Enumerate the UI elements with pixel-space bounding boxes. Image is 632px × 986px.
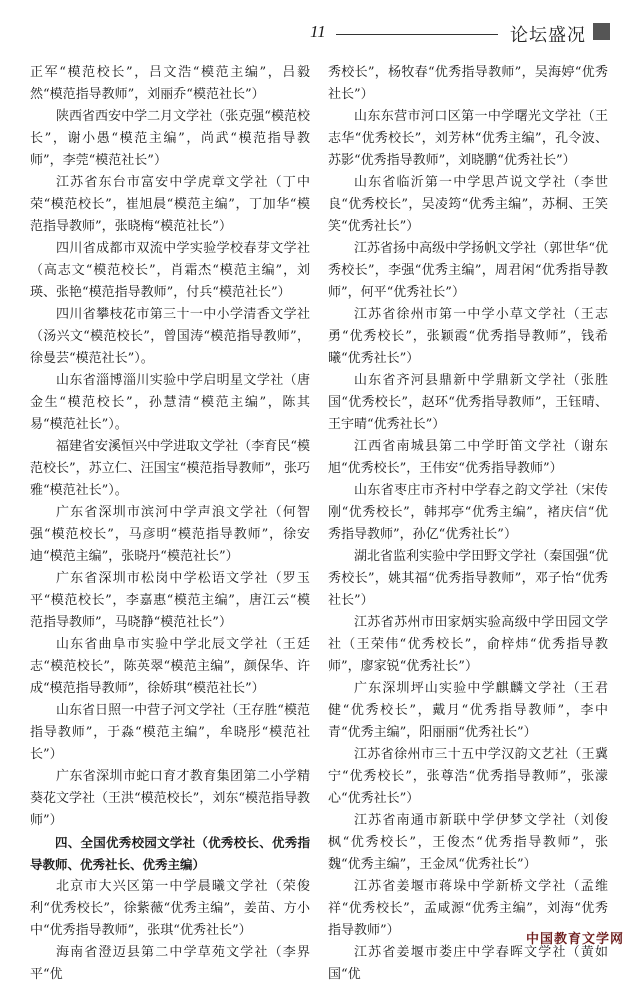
award-entry: 江苏省姜堰市娄庄中学春晖文学社（黄如国“优 xyxy=(328,945,608,982)
award-entry: 四川省攀枝花市第三十一中小学清香文学社（汤兴文“模范校长”，曾国涛“模范指导教师”，徐曼芸“模范社长”）。 xyxy=(30,307,310,366)
award-entry: 山东省日照一中营子河文学社（王存胜“模范指导教师”，于淼“模范主编”，牟晓彤“模范社长”） xyxy=(30,703,310,762)
award-entry: 北京市大兴区第一中学晨曦文学社（荣俊利“优秀校长”，徐紫薇“优秀主编”，姜苗、方小中“优秀指导教师”，张琪“优秀社长”） xyxy=(30,879,310,938)
award-entry: 山东省临沂第一中学思芦说文学社（李世良“优秀校长”，吴凌筠“优秀主编”，苏桐、王笑笑“优秀社长”） xyxy=(328,175,608,234)
section-title: 论坛盛况 xyxy=(510,25,586,46)
award-entry: 江苏省东台市富安中学虎章文学社（丁中荣“模范校长”，崔旭晨“模范主编”，丁加华“模范指导教师”，张晓梅“模范社长”） xyxy=(30,175,310,234)
award-entry: 广东深圳坪山实验中学麒麟文学社（王君健“优秀校长”，戴月“优秀指导教师”，李中青“优秀主编”，阳丽丽“优秀社长”） xyxy=(328,681,608,740)
award-entry: 山东省曲阜市实验中学北辰文学社（王廷志“模范校长”，陈英翠“模范主编”，颜保华、许成“模范指导教师”，徐娇琪“模范社长”） xyxy=(30,637,310,696)
award-entry: 湖北省监利实验中学田野文学社（秦国强“优秀校长”，姚其福“优秀指导教师”，邓子怡“优秀社长”） xyxy=(328,549,608,608)
page-number: 11 xyxy=(310,22,326,41)
award-entry: 江苏省姜堰市蒋垛中学新桥文学社（孟维祥“优秀校长”，孟咸源“优秀主编”，刘海“优秀指导教师”） xyxy=(328,879,608,938)
award-entry: 秀校长”，杨牧春“优秀指导教师”，吴海婷“优秀社长”） xyxy=(328,65,608,102)
section-heading: 四、全国优秀校园文学社（优秀校长、优秀指导教师、优秀社长、优秀主编） xyxy=(30,835,310,872)
award-entry: 江苏省苏州市田家炳实验高级中学田园文学社（王荣伟“优秀校长”，俞梓炜“优秀指导教师”，廖家锐“优秀社长”） xyxy=(328,615,608,674)
award-entry: 海南省澄迈县第二中学草苑文学社（李界平“优 xyxy=(30,945,310,982)
award-entry: 广东省深圳市蛇口育才教育集团第二小学精葵花文学社（王洪“模范校长”，刘东“模范指导教师”） xyxy=(30,769,310,828)
award-entry: 山东省齐河县鼎新中学鼎新文学社（张胜国“优秀校长”，赵环“优秀指导教师”，王钰晴、王宇晴“优秀社长”） xyxy=(328,373,608,432)
award-entry: 山东省淄博淄川实验中学启明星文学社（唐金生“模范校长”，孙慧清“模范主编”，陈其易“模范社长”）。 xyxy=(30,373,310,432)
header-square-icon xyxy=(593,23,610,40)
award-entry: 山东省枣庄市齐村中学春之韵文学社（宋传刚“优秀校长”，韩邦亭“优秀主编”，褚庆信“优秀指导教师”，孙亿“优秀社长”） xyxy=(328,483,608,542)
award-entry: 江苏省扬中高级中学扬帆文学社（郭世华“优秀校长”，李强“优秀主编”，周君闲“优秀指导教师”，何平“优秀社长”） xyxy=(328,241,608,300)
award-entry: 江苏省徐州市第一中学小草文学社（王志勇“优秀校长”，张颖霞“优秀指导教师”，钱希曦“优秀社长”） xyxy=(328,307,608,366)
award-entry: 江西省南城县第二中学盱笛文学社（谢东旭“优秀校长”，王伟安“优秀指导教师”） xyxy=(328,439,608,476)
award-entry: 四川省成都市双流中学实验学校春芽文学社（高志文“模范校长”，肖霜杰“模范主编”，刘瑛、张艳“模范指导教师”，付兵“模范社长”） xyxy=(30,241,310,300)
award-entry: 广东省深圳市松岗中学松语文学社（罗玉平“模范校长”，李嘉惠“模范主编”，唐江云“模范指导教师”，马晓静“模范社长”） xyxy=(30,571,310,630)
award-entry: 福建省安溪恒兴中学进取文学社（李育民“模范校长”，苏立仁、汪国宝“模范指导教师”，张巧雅“模范社长”）。 xyxy=(30,439,310,498)
left-column xyxy=(30,62,310,986)
award-entry: 陕西省西安中学二月文学社（张克强“模范校长”，谢小愚“模范主编”，尚武“模范指导教师”，李莞“模范社长”） xyxy=(30,109,310,168)
page-header xyxy=(300,18,610,52)
award-entry: 山东东营市河口区第一中学曙光文学社（王志华“优秀校长”，刘芳林“优秀主编”，孔令波、苏影“优秀指导教师”，刘晓鹏“优秀社长”） xyxy=(328,109,608,168)
award-entry: 江苏省徐州市三十五中学汉韵文艺社（王冀宁“优秀校长”，张尊浩“优秀指导教师”，张濛心“优秀社长”） xyxy=(328,747,608,806)
header-rule xyxy=(336,34,498,35)
watermark: 中国教育文学网 xyxy=(525,932,624,947)
award-entry: 广东省深圳市滨河中学声浪文学社（何智强“模范校长”，马彦明“模范指导教师”，徐安迪“模范主编”，张晓丹“模范社长”） xyxy=(30,505,310,564)
award-entry: 江苏省南通市新联中学伊梦文学社（刘俊枫“优秀校长”，王俊杰“优秀指导教师”，张魏“优秀主编”，王金凤“优秀社长”） xyxy=(328,813,608,872)
award-entry: 正军“模范校长”，吕文浩“模范主编”，吕毅然“模范指导教师”，刘丽乔“模范社长”） xyxy=(30,65,310,102)
right-column xyxy=(328,62,608,986)
